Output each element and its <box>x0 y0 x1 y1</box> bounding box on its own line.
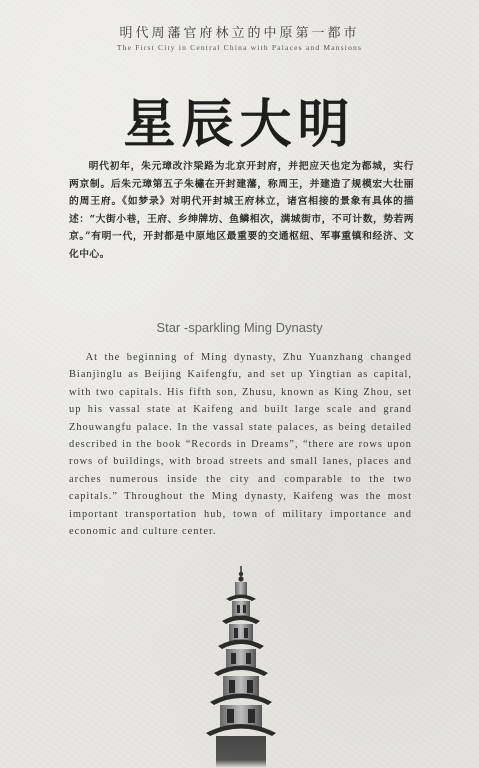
body-paragraph-english: At the beginning of Ming dynasty, Zhu Yuanzhang changed Bianjinglu as Beijing Kaifengfu, and set up Yingtian as capital, with two capitals. His fifth son, Zhusu, known as King Zhou, set up his vassal state at Kaifeng and built large scale and grand Zhouwangfu palace. In the vassal state palaces, as being detailed described in the book “Records in Dreams”, “there are rows upon rows of buildings, with broad streets and small lanes, places and arches numerous inside the city and comparable to the two capitals.” Throughout the Ming dynasty, Kaifeng was the most important transportation hub, town of military importance and economic and culture center. <box>69 352 412 538</box>
section-subtitle-english: Star -sparkling Ming Dynasty <box>156 320 323 335</box>
pagoda-icon <box>196 566 286 768</box>
header-kicker-english: The First City in Central China with Palaces and Mansions <box>116 43 363 52</box>
intro-paragraph-chinese: 明代初年，朱元璋改汴梁路为北京开封府，并把应天也定为都城，实行两京制。后朱元璋第五子朱橚在开封建藩，称周王，并建造了规模宏大壮丽的周王府。《如梦录》对明代开封城王府林立，诸宫相接的景象有具体的描述：“大街小巷，王府、乡绅牌坊、鱼鳞相次，满城街市，不可计数，势若两京。”有明一代，开封都是中原地区最重要的交通枢纽、军事重镇和经济、文化中心。 <box>69 161 414 260</box>
header-kicker-chinese: 明代周藩官府林立的中原第一都市 <box>119 26 360 41</box>
page-title: 星辰大明 <box>123 94 356 155</box>
